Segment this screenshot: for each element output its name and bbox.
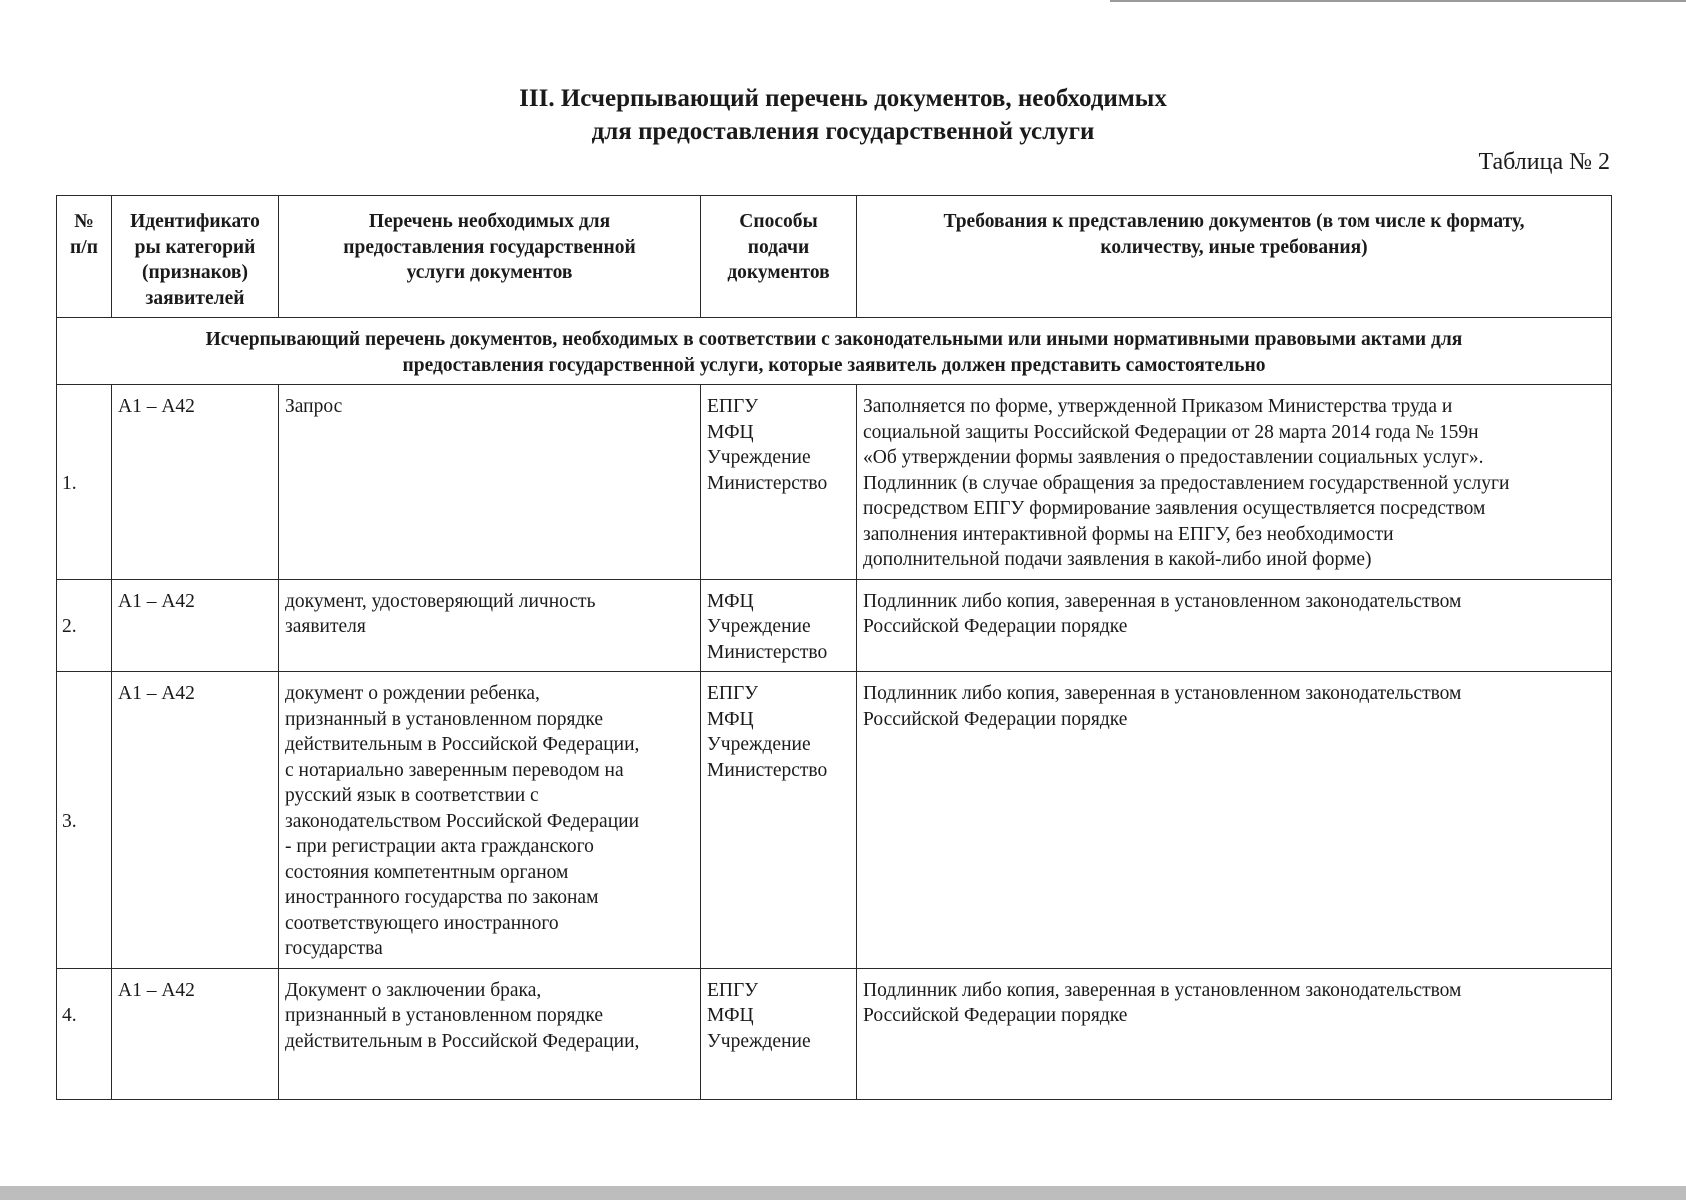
row-number: 1.: [57, 385, 112, 580]
scan-edge-line: [1110, 0, 1686, 2]
row-document: документ о рождении ребенка, признанный в установленном порядке действительным в Российской Федерации, с нотариально заверенным переводом на русский язык в соответствии с законодательством Российской Федерации - при регистрации акта гражданского состояния компетентным органом иностранного государства по законам соответствующего иностранного государства: [279, 672, 701, 969]
documents-table: [56, 195, 1612, 1100]
row-requirements: Подлинник либо копия, заверенная в установленном законодательством Российской Федерации порядке: [857, 672, 1612, 969]
row-categories: А1 – А42: [112, 672, 279, 969]
row-methods: ЕПГУ МФЦ Учреждение: [701, 968, 857, 1099]
header-methods: Способы подачи документов: [701, 196, 857, 318]
header-requirements: Требования к представлению документов (в том числе к формату, количеству, иные требования): [857, 196, 1612, 318]
section-heading: Исчерпывающий перечень документов, необходимых в соответствии с законодательными или иными нормативными правовыми актами для предоставления государственной услуги, которые заявитель должен представить самостоятельно: [57, 318, 1612, 385]
table-row: [57, 579, 1612, 672]
row-methods: ЕПГУ МФЦ Учреждение Министерство: [701, 672, 857, 969]
page-title-line-1: III. Исчерпывающий перечень документов, необходимых: [519, 85, 1167, 112]
table-row: [57, 385, 1612, 580]
row-number: 4.: [57, 968, 112, 1099]
page-title-line-2: для предоставления государственной услуги: [591, 118, 1095, 145]
table-row: [57, 968, 1612, 1099]
row-number: 2.: [57, 579, 112, 672]
row-number: 3.: [57, 672, 112, 969]
scan-edge-band: [0, 1186, 1686, 1200]
row-requirements: Подлинник либо копия, заверенная в установленном законодательством Российской Федерации порядке: [857, 968, 1612, 1099]
section-row: [57, 318, 1612, 385]
row-document: Запрос: [279, 385, 701, 580]
row-categories: А1 – А42: [112, 968, 279, 1099]
row-requirements: Подлинник либо копия, заверенная в установленном законодательством Российской Федерации порядке: [857, 579, 1612, 672]
row-categories: А1 – А42: [112, 579, 279, 672]
row-document: документ, удостоверяющий личность заявителя: [279, 579, 701, 672]
header-categories: Идентификато ры категорий (признаков) заявителей: [112, 196, 279, 318]
header-documents: Перечень необходимых для предоставления государственной услуги документов: [279, 196, 701, 318]
table-row: [57, 672, 1612, 969]
table-header-row: [57, 196, 1612, 318]
row-document: Документ о заключении брака, признанный в установленном порядке действительным в Российской Федерации,: [279, 968, 701, 1099]
row-methods: ЕПГУ МФЦ Учреждение Министерство: [701, 385, 857, 580]
table-number-label: Таблица № 2: [1478, 149, 1610, 175]
row-categories: А1 – А42: [112, 385, 279, 580]
row-methods: МФЦ Учреждение Министерство: [701, 579, 857, 672]
header-num: № п/п: [57, 196, 112, 318]
row-requirements: Заполняется по форме, утвержденной Приказом Министерства труда и социальной защиты Российской Федерации от 28 марта 2014 года № 159н «Об утверждении формы заявления о предоставлении социальных услуг». Подлинник (в случае обращения за предоставлением государственной услуги посредством ЕПГУ формирование заявления осуществляется посредством заполнения интерактивной формы на ЕПГУ, без необходимости дополнительной подачи заявления в какой-либо иной форме): [857, 385, 1612, 580]
